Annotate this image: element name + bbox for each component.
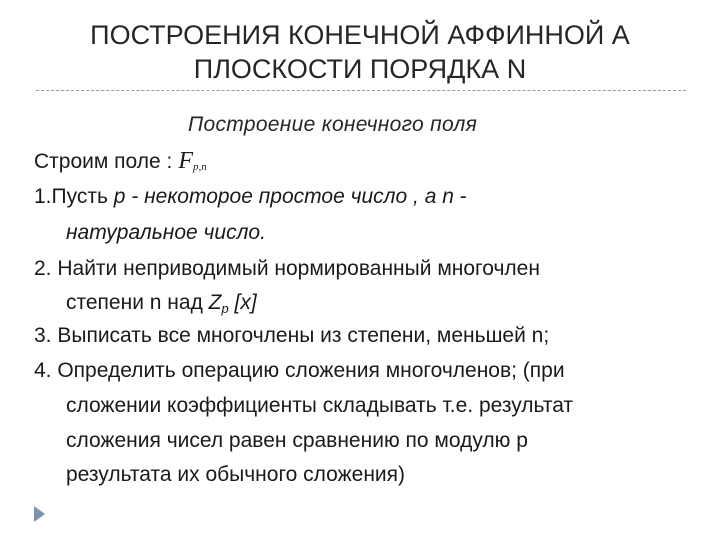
section-heading: Построение конечного поля xyxy=(188,113,478,136)
item-1-line xyxy=(34,183,467,211)
item-1-p: р xyxy=(113,185,126,208)
item-2-cont-start: степени n над xyxy=(66,291,209,314)
item-1-start: 1.Пусть xyxy=(34,185,114,208)
item-1-n: n xyxy=(442,185,454,208)
item-2-z: Z xyxy=(208,291,222,314)
item-2-z-subscript: p xyxy=(221,301,229,316)
slide-title xyxy=(20,18,700,86)
item-3-line: 3. Выписать все многочлены из степени, меньшей n; xyxy=(34,324,550,347)
item-4-continuation-1: сложении коэффициенты складывать т.е. результат xyxy=(66,394,574,417)
field-subscript: p,n xyxy=(193,161,207,173)
item-4-continuation-3: результата их обычного сложения) xyxy=(66,463,406,486)
item-1-mid: - некоторое простое число , а xyxy=(125,185,443,208)
item-4-continuation-2: сложения чисел равен сравнению по модулю p xyxy=(66,429,528,452)
title-line-2: ПЛОСКОСТИ ПОРЯДКА N xyxy=(193,54,527,84)
item-2-continuation xyxy=(66,289,257,323)
item-4-line: 4. Определить операцию сложения многочленов; (при xyxy=(34,359,565,382)
item-1-end: - xyxy=(453,185,467,208)
intro-text: Строим поле : xyxy=(34,150,173,173)
title-divider xyxy=(36,90,686,91)
field-symbol: $F_{p,n}$ xyxy=(178,148,207,174)
intro-line xyxy=(34,147,207,181)
title-line-1: ПОСТРОЕНИЯ КОНЕЧНОЙ АФФИННОЙ А xyxy=(90,20,630,50)
next-slide-arrow-icon[interactable] xyxy=(34,506,45,522)
item-2-x: [x] xyxy=(228,291,257,314)
item-1-continuation: натуральное число. xyxy=(66,221,266,244)
item-2-line: 2. Найти неприводимый нормированный многочлен xyxy=(34,257,540,280)
